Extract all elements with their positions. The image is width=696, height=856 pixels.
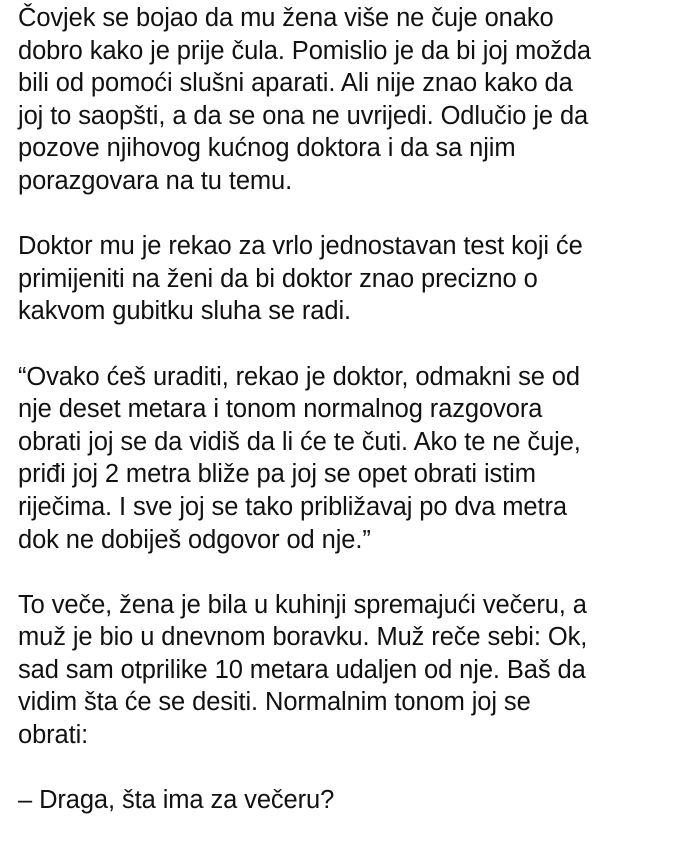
text-line: “Ovako ćeš uraditi, rekao je doktor, odmakni se od (18, 362, 580, 391)
text-line: riječima. I sve joj se tako približavaj po dva metra (18, 492, 567, 521)
paragraph-1 (18, 2, 688, 198)
text-line: priđi joj 2 metra bliže pa joj se opet obrati istim (18, 460, 536, 489)
paragraph-3 (18, 361, 688, 557)
paragraph-spacer (18, 556, 688, 589)
paragraph-spacer (18, 328, 688, 361)
text-line: dok ne dobiješ odgovor od nje.” (18, 525, 371, 554)
paragraph-spacer (18, 198, 688, 231)
text-line: kakvom gubitku sluha se radi. (18, 297, 352, 326)
text-line: pozove njihovog kućnog doktora i da sa njim (18, 134, 516, 163)
text-line: obrati joj se da vidiš da li će te čuti. Ako te ne čuje, (18, 427, 581, 456)
text-line: obrati: (18, 721, 89, 750)
paragraph-5 (18, 784, 688, 817)
text-line: To veče, žena je bila u kuhinji spremajući večeru, a (18, 590, 587, 619)
paragraph-2 (18, 230, 688, 328)
text-line: dobro kako je prije čula. Pomislio je da bi joj možda (18, 36, 591, 65)
text-line: – Draga, šta ima za večeru? (18, 786, 335, 815)
text-line: vidim šta će se desiti. Normalnim tonom joj se (18, 688, 531, 717)
paragraph-4 (18, 589, 688, 752)
text-line: nje deset metara i tonom normalnog razgovora (18, 395, 543, 424)
text-line: Doktor mu je rekao za vrlo jednostavan test koji će (18, 232, 583, 261)
paragraph-spacer (18, 752, 688, 785)
text-line: bili od pomoći slušni aparati. Ali nije znao kako da (18, 69, 573, 98)
text-line: porazgovara na tu temu. (18, 166, 293, 195)
text-line: muž je bio u dnevnom boravku. Muž reče sebi: Ok, (18, 623, 588, 652)
text-line: primijeniti na ženi da bi doktor znao precizno o (18, 264, 538, 293)
text-line: Čovjek se bojao da mu žena više ne čuje onako (18, 4, 554, 32)
text-line: joj to saopšti, a da se ona ne uvrijedi. Odlučio je da (18, 101, 589, 130)
document-text (18, 2, 688, 817)
text-line: sad sam otprilike 10 metara udaljen od nje. Baš da (18, 655, 586, 684)
